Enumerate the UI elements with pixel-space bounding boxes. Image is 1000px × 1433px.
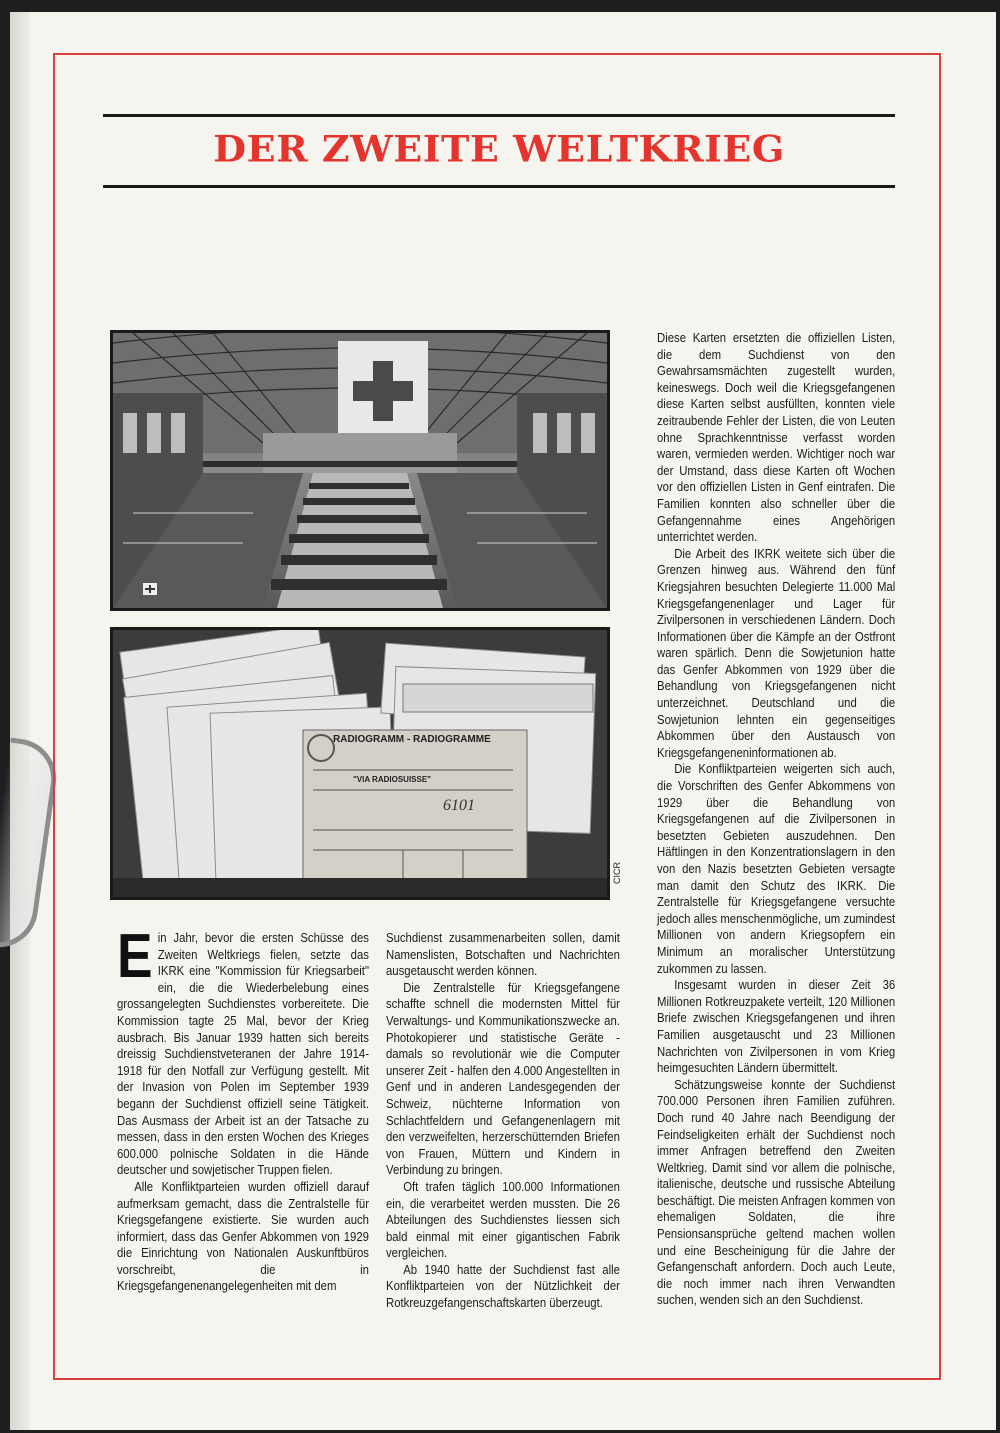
paragraph: Alle Konfliktparteien wurden offiziell darauf aufmerksam gemacht, dass die Zentralstelle für Kriegsgefangene existierte. Sie wurden auch informiert, dass das Genfer Abkommen von 1929 die Einrichtung von Nationalen Auskunftbüros vorschreibt, die in Kriegsgefangenenangelegenheiten mit dem [117,1178,369,1294]
paragraph: Oft trafen täglich 100.000 Informationen ein, die verarbeitet werden mussten. Die 26 Abteilungen des Suchdienstes liessen sich bald einmal mit einer gigantischen Fabrik vergleichen. [386,1178,620,1261]
paragraph: Schätzungsweise konnte der Suchdienst 700.000 Personen ihren Familien zuführen. Doch rund 40 Jahre nach Beendigung der Feindseligkeiten erhält der Suchdienst noch immer Anfragen betreffend den Zweiten Weltkrieg. Damit sind vor allem die polnische, italienische, deutsche und russische Abteilung beschäftigt. Die meisten Anfragen kommen von ehemaligen Soldaten, die ihre Pensionsansprüche geltend machen wollen und eine Bescheinigung für die Jahre der Gefangenschaft anfordern. Doch auch Leute, die noch immer nach ihren Verwandten suchen, wenden sich an den Suchdienst. [657,1076,896,1308]
archive-hall-photo-icon [113,333,607,608]
paragraph: Ab 1940 hatte der Suchdienst fast alle Konfliktparteien von der Nützlichkeit der Rotkreuzgefangenschaftskarten überzeugt. [386,1261,620,1311]
page-title: DER ZWEITE WELTKRIEG [213,127,785,170]
article-column-1 [117,922,369,1295]
paragraph-text: in Jahr, bevor die ersten Schüsse des Zweiten Weltkriegs fielen, setzte das IKRK eine "Kommission für Kriegsarbeit" ein, die die Wiederbelebung eines grossangelegten Suchdienstes vorbereitete. Die Kommission tagte 25 Mal, bevor der Krieg ausbrach. Bis Januar 1939 hatten sich bereits dreissig Suchdienstveteranen der Jahre 1914-1918 für den Notfall zur Verfügung gestellt. Mit der Invasion von Polen im September 1939 begann der Suchdienst offiziell seine Tätigkeit. Das Ausmass der Arbeit ist an der Tatsache zu messen, dass in den ersten Wochen des Krieges 600.000 polnische Soldaten in die Hände deutscher und sowjetischer Truppen fielen. [117,930,369,1178]
paragraph: Diese Karten ersetzten die offiziellen Listen, die dem Suchdienst von den Gewahrsamsmächten zugestellt wurden, keineswegs. Doch weil die Kriegsgefangenen diese Karten selbst ausfüllten, konnten viele zeitraubende Fehler der Listen, die von Leuten ohne Sprachkenntnisse verfasst worden waren, vermieden werden. Wichtiger noch war der Umstand, dass diese Karten oft Wochen vor den offiziellen Listen in Genf eintrafen. Die Familien konnten also schneller über die Gefangennahme eines Angehörigen unterrichtet werden. [657,330,896,545]
paragraph: Die Konfliktparteien weigerten sich auch, die Vorschriften des Genfer Abkommens von 1929 über die Behandlung von Kriegsgefangenen auf die Zivilpersonen in besetzten Gebieten auszudehnen. Den Häftlingen in den Konzentrationslagern in den von den Nazis besetzten Gebieten versagte man damit den Schutz des IKRK. Die Zentralstelle für Kriegsgefangene versuchte jedoch alles menschenmögliche, um zumindest Millionen von andern Kriegsopfern ein Minimum an moralischer Unterstützung zukommen zu lassen. [657,761,896,976]
binder-strip [10,12,30,1430]
paragraph: Die Arbeit des IKRK weitete sich über die Grenzen hinweg aus. Während den fünf Kriegsjahren besuchten Delegierte 11.000 Mal Kriegsgefangenenlager und Lager für Zivilpersonen in verschiedenen Ländern. Doch Informationen über die Kämpfe an der Ostfront waren spärlich. Denn die Sowjetunion hatte das Genfer Abkommen von 1929 über die Behandlung von Kriegsgefangenen nicht unterzeichnet. Deutschland und die Sowjetunion lehnten ein gegenseitiges Abkommen über den Austausch von Kriegsgefangeneninformationen ab. [657,545,896,760]
via-radiosuisse-label: "VIA RADIOSUISSE" [353,775,431,784]
title-rule-top [103,114,895,117]
paragraph [117,922,369,1179]
title-rule-bottom [103,185,895,188]
radiogram-photo [110,627,610,900]
card-number: 6101 [443,797,475,814]
hall-photo [110,330,610,611]
paragraph: Suchdienst zusammenarbeiten sollen, damit Namenslisten, Botschaften und Nachrichten ausgetauscht werden können. [386,930,620,979]
radiogram-stamp-label: RADIOGRAMM - RADIOGRAMME [333,734,491,745]
article-column-2 [386,930,620,1312]
article-column-3 [657,330,895,1309]
photo-credit: CICR [612,862,622,884]
drop-cap: E [117,922,153,991]
paragraph: Insgesamt wurden in dieser Zeit 36 Millionen Rotkreuzpakete verteilt, 120 Millionen Briefe zwischen Kriegsgefangenen und ihren Familien ausgetauscht und 23 Millionen Nachrichten von Zivilpersonen in vom Krieg heimgesuchten Ländern übermittelt. [657,977,896,1076]
paragraph: Die Zentralstelle für Kriegsgefangene schaffte schnell die modernsten Mittel für Verwaltungs- und Kommunikationszwecke an. Photokopierer und statistische Geräte - damals so revolutionär wie die Computer unserer Zeit - halfen den 4.000 Angestellten in Genf und in anderen Landesgegenden der Schweiz, nüchterne Information von Schlachtfeldern und Gefangenenlagern mit den verzweifelten, herzerschütternden Briefen von Frauen, Müttern und Kindern in Verbindung zu bringen. [386,979,620,1178]
radiogram-stack-photo-icon [113,630,607,897]
